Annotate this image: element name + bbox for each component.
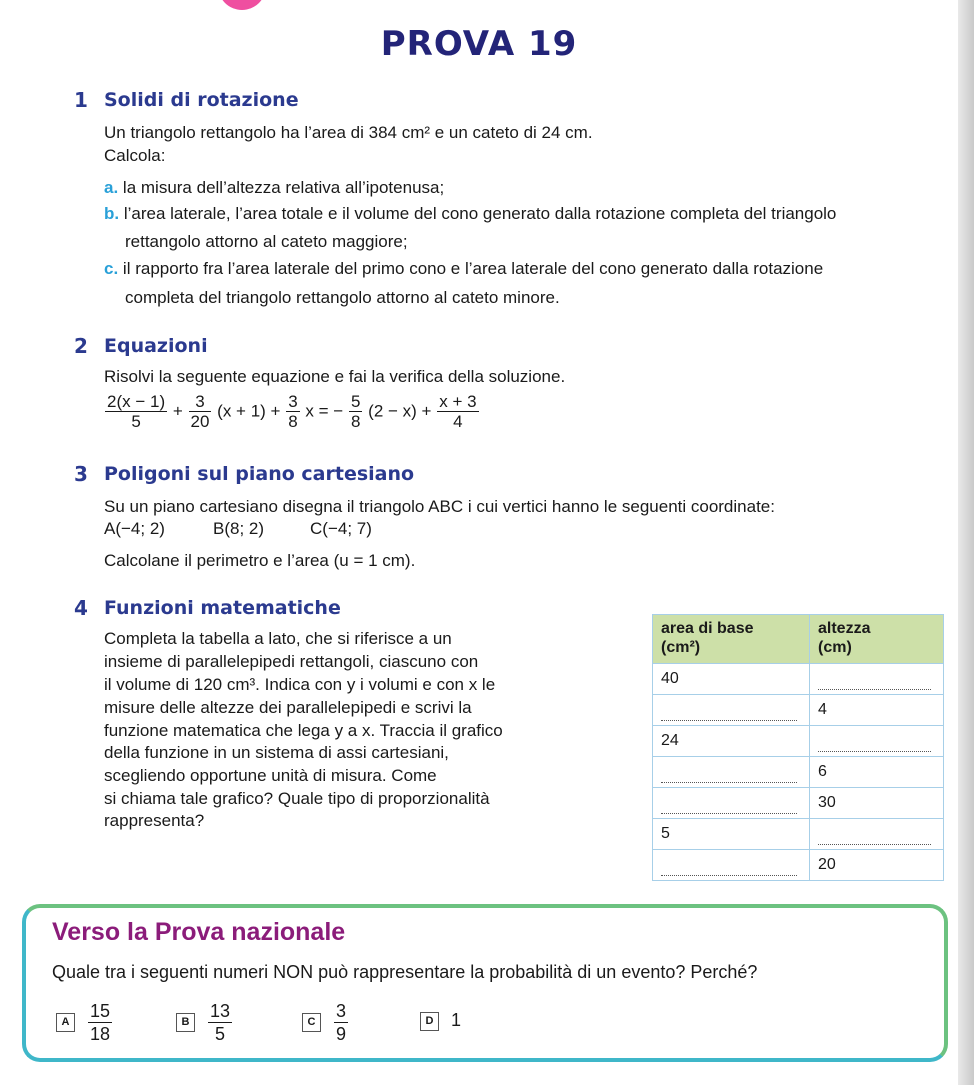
table-cell: 5 — [653, 819, 810, 850]
s4-line-2: insieme di parallelepipedi rettangoli, ciascuno con — [104, 652, 479, 671]
option-b-fraction — [208, 1000, 232, 1045]
table-cell: 24 — [653, 726, 810, 757]
option-d-value: 1 — [451, 1010, 462, 1030]
s4-line-5: funzione matematica che lega y a x. Traccia il grafico — [104, 721, 503, 740]
fraction-5 — [437, 392, 478, 431]
item-c-label: c. — [104, 259, 119, 278]
s4-line-9: rappresenta? — [104, 811, 205, 830]
table-row — [653, 664, 944, 695]
section-2-number: 2 — [74, 334, 88, 358]
option-a-num: 15 — [90, 1001, 111, 1021]
s4-line-1: Completa la tabella a lato, che si riferisce a un — [104, 629, 452, 648]
header-height-unit: (cm) — [818, 639, 852, 656]
section-2-text: Risolvi la seguente equazione e fai la verifica della soluzione. — [104, 367, 566, 386]
header-height-label: altezza — [818, 620, 871, 637]
table-header-row — [653, 615, 944, 664]
item-c-text-2: completa del triangolo rettangolo attorno al cateto minore. — [125, 288, 560, 307]
s4-line-6: della funzione in un sistema di assi cartesiani, — [104, 743, 449, 762]
fraction-5-den: 4 — [453, 412, 463, 431]
option-c-den: 9 — [336, 1024, 347, 1044]
fraction-5-num: x + 3 — [439, 392, 477, 411]
item-a — [104, 177, 444, 199]
blank-line — [818, 731, 931, 752]
fraction-2-num: 3 — [189, 392, 212, 412]
option-a-den: 18 — [90, 1024, 111, 1044]
s4-line-7: scegliendo opportune unità di misura. Come — [104, 766, 437, 785]
section-3-text: Su un piano cartesiano disegna il triangolo ABC i cui vertici hanno le seguenti coordinate: — [104, 497, 775, 516]
fraction-1-den: 5 — [131, 412, 141, 431]
table-row — [653, 819, 944, 850]
table-row — [653, 788, 944, 819]
table-cell-blank[interactable] — [653, 850, 810, 881]
table-cell-blank[interactable] — [653, 695, 810, 726]
table-cell-blank[interactable] — [810, 726, 944, 757]
header-area — [653, 615, 810, 664]
option-d-key: D — [420, 1012, 439, 1031]
item-b — [104, 203, 836, 225]
section-4-number: 4 — [74, 596, 88, 620]
section-1-calcola: Calcola: — [104, 146, 166, 165]
table-cell: 6 — [810, 757, 944, 788]
option-c-key: C — [302, 1013, 321, 1032]
table-cell: 20 — [810, 850, 944, 881]
item-a-label: a. — [104, 178, 119, 197]
table-cell: 30 — [810, 788, 944, 819]
item-b-text-2: rettangolo attorno al cateto maggiore; — [125, 232, 408, 251]
fraction-3-den: 8 — [288, 412, 298, 431]
option-b-key: B — [176, 1013, 195, 1032]
section-3-heading: Poligoni sul piano cartesiano — [104, 463, 415, 485]
header-area-label: area di base — [661, 620, 754, 637]
section-1-heading: Solidi di rotazione — [104, 89, 299, 111]
header-area-unit: (cm²) — [661, 639, 701, 656]
blank-line — [818, 824, 931, 845]
page-title: PROVA 19 — [380, 24, 578, 64]
table-row — [653, 850, 944, 881]
blank-line — [661, 762, 797, 783]
option-a[interactable] — [56, 1000, 113, 1045]
s4-line-8: si chiama tale grafico? Quale tipo di proporzionalità — [104, 789, 490, 808]
fraction-1-num: 2(x − 1) — [107, 392, 166, 411]
table-cell-blank[interactable] — [653, 788, 810, 819]
point-b: B(8; 2) — [213, 519, 265, 538]
eq-op-1: + — [172, 401, 183, 421]
option-d[interactable] — [420, 1010, 461, 1031]
fraction-1 — [105, 392, 167, 431]
option-a-key: A — [56, 1013, 75, 1032]
option-c-num: 3 — [336, 1001, 347, 1021]
section-3-number: 3 — [74, 462, 88, 486]
point-a: A(−4; 2) — [104, 519, 165, 538]
section-1-number: 1 — [74, 88, 88, 112]
item-c-text-1: il rapporto fra l’area laterale del primo cono e l’area laterale del cono generato dalla rotazione — [122, 259, 824, 278]
table-row — [653, 757, 944, 788]
equation — [104, 392, 480, 431]
fraction-4 — [349, 392, 362, 431]
option-b[interactable] — [176, 1000, 233, 1045]
eq-term-4: (2 − x) + — [368, 401, 432, 421]
eq-term-2: (x + 1) + — [217, 401, 281, 421]
fraction-2-den: 20 — [190, 412, 210, 431]
section-4-heading: Funzioni matematiche — [104, 597, 341, 619]
option-a-fraction — [88, 1000, 112, 1045]
blank-line — [661, 793, 797, 814]
table-cell-blank[interactable] — [810, 664, 944, 695]
prova-question: Quale tra i seguenti numeri NON può rappresentare la probabilità di un evento? Perché? — [52, 962, 758, 982]
table-cell-blank[interactable] — [810, 819, 944, 850]
option-c-fraction — [334, 1000, 348, 1045]
section-3-text-2: Calcolane il perimetro e l’area (u = 1 cm). — [104, 551, 416, 570]
table-cell-blank[interactable] — [653, 757, 810, 788]
page-edge — [958, 0, 974, 1085]
prova-title: Verso la Prova nazionale — [52, 918, 346, 946]
section-1-intro: Un triangolo rettangolo ha l’area di 384 cm² e un cateto di 24 cm. — [104, 123, 593, 142]
option-b-den: 5 — [215, 1024, 226, 1044]
s4-line-3: il volume di 120 cm³. Indica con y i volumi e con x le — [104, 675, 496, 694]
eq-term-3: x = − — [305, 401, 344, 421]
table-row — [653, 726, 944, 757]
item-b-text-1: l’area laterale, l’area totale e il volume del cono generato dalla rotazione completa del triangolo — [123, 204, 837, 223]
point-c: C(−4; 7) — [310, 519, 372, 538]
item-c — [104, 258, 823, 280]
option-c[interactable] — [302, 1000, 349, 1045]
blank-line — [661, 855, 797, 876]
fraction-4-den: 8 — [350, 412, 361, 431]
fraction-3-num: 3 — [288, 392, 298, 411]
table-cell: 40 — [653, 664, 810, 695]
s4-line-4: misure delle altezze dei parallelepipedi e scrivi la — [104, 698, 472, 717]
section-2-heading: Equazioni — [104, 335, 208, 357]
function-table — [652, 614, 944, 881]
blank-line — [661, 700, 797, 721]
fraction-4-num: 5 — [350, 392, 361, 411]
table-cell: 4 — [810, 695, 944, 726]
table-row — [653, 695, 944, 726]
fraction-2 — [189, 392, 212, 431]
blank-line — [818, 669, 931, 690]
header-height — [810, 615, 944, 664]
item-a-text: la misura dell’altezza relativa all’ipotenusa; — [122, 178, 445, 197]
fraction-3 — [286, 392, 299, 431]
option-b-num: 13 — [210, 1001, 231, 1021]
item-b-label: b. — [104, 204, 120, 223]
